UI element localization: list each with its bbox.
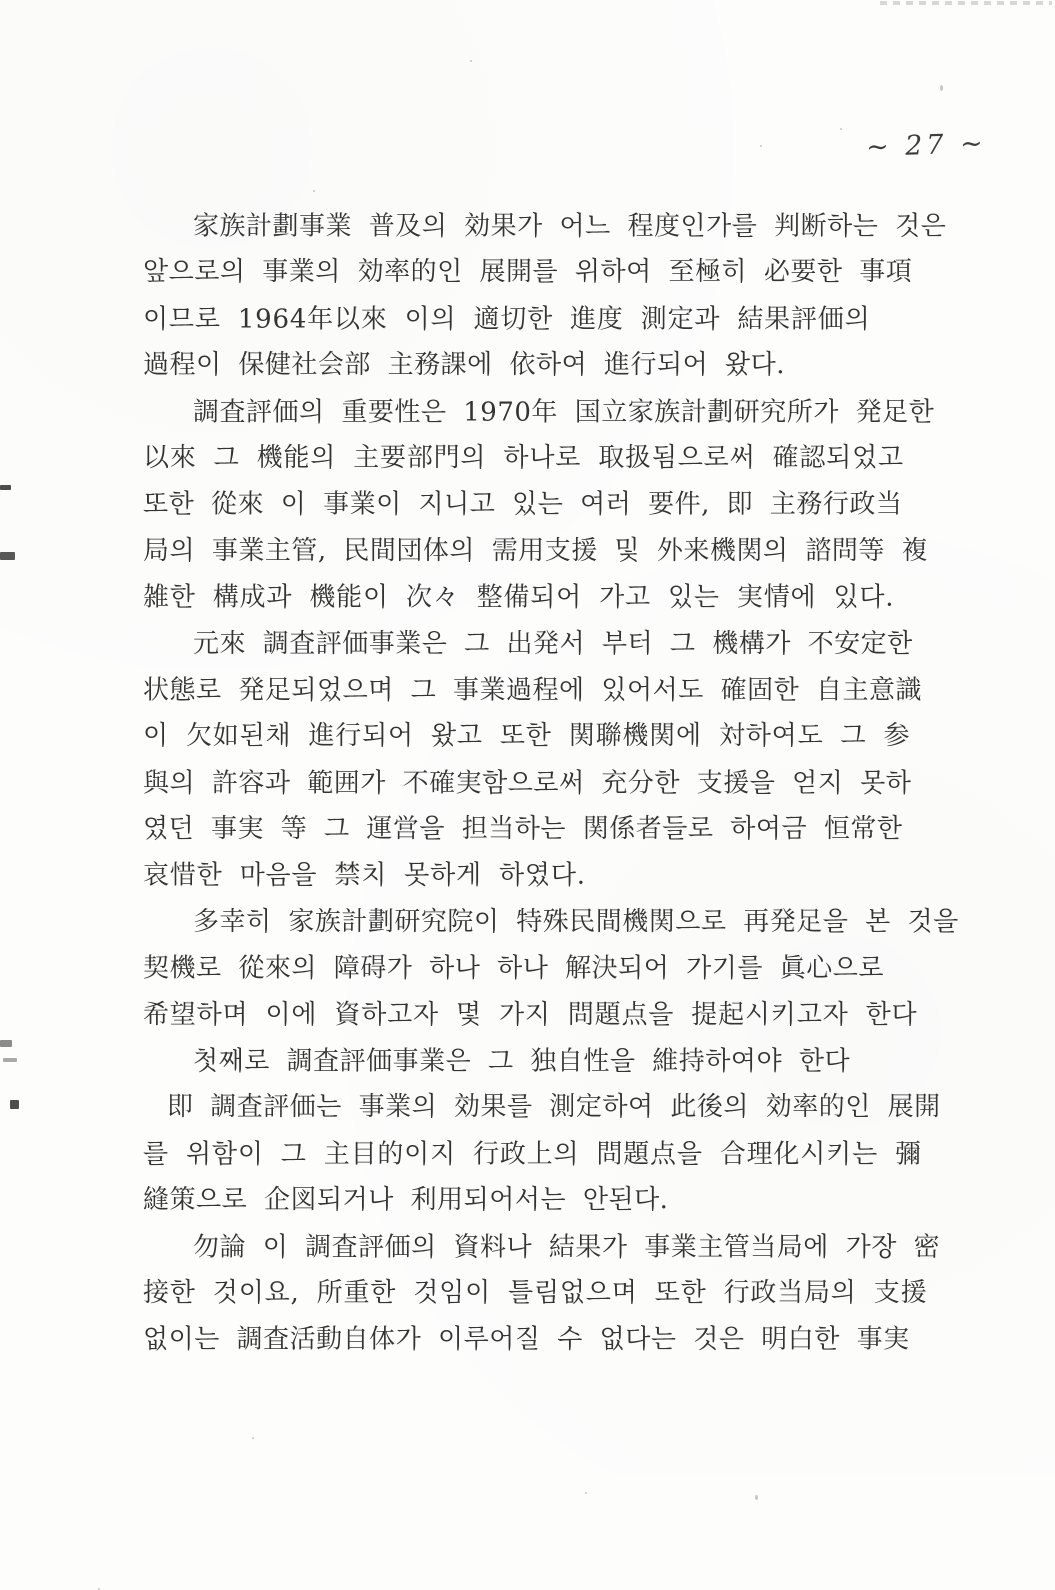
text-line: 接한 것이요, 所重한 것임이 틀림없으며 또한 行政当局의 支援 xyxy=(143,1277,928,1308)
text-line: 였던 事実 等 그 運営을 担当하는 関係者들로 하여금 恒常한 xyxy=(143,814,903,845)
text-line: 過程이 保健社会部 主務課에 依하여 進行되어 왔다. xyxy=(143,350,786,381)
scan-speck xyxy=(470,60,472,62)
text-line: 이 欠如된채 進行되어 왔고 또한 関聯機関에 対하여도 그 参 xyxy=(143,721,911,752)
scan-speck xyxy=(313,190,315,192)
text-line: 이므로 1964年以來 이의 適切한 進度 測定과 結果評価의 xyxy=(143,304,871,335)
text-line: 家族計劃事業 普及의 効果가 어느 程度인가를 判断하는 것은 xyxy=(193,211,947,242)
scan-speck xyxy=(252,1437,254,1439)
text-line: 與의 許容과 範囲가 不確実함으로써 充分한 支援을 얻지 못하 xyxy=(143,768,912,799)
text-line: 또한 從來 이 事業이 지니고 있는 여러 要件, 即 主務行政当 xyxy=(143,489,903,520)
text-line: 縫策으로 企図되거나 利用되어서는 안된다. xyxy=(143,1185,669,1216)
text-line: 契機로 從來의 障碍가 하나 하나 解決되어 가기를 眞心으로 xyxy=(143,953,884,984)
text-line: 即 調査評価는 事業의 効果를 測定하여 此後의 効率的인 展開 xyxy=(167,1092,941,1123)
scan-speck xyxy=(940,85,943,91)
text-line: 局의 事業主管, 民間団体의 需用支援 및 外来機関의 諮問等 複 xyxy=(143,535,929,566)
text-line: 첫째로 調査評価事業은 그 独自性을 維持하여야 한다 xyxy=(193,1046,851,1077)
scan-speck xyxy=(840,128,842,130)
text-line: 없이는 調査活動自体가 이루어질 수 없다는 것은 明白한 事実 xyxy=(143,1324,910,1355)
text-line: 哀惜한 마음을 禁치 못하게 하였다. xyxy=(143,860,586,891)
scan-speck xyxy=(760,145,762,147)
scan-smudge xyxy=(0,485,11,490)
text-line: 를 위함이 그 主目的이지 行政上의 問題点을 合理化시키는 彌 xyxy=(143,1139,922,1170)
text-line: 調査評価의 重要性은 1970年 国立家族計劃研究所가 発足한 xyxy=(193,397,935,428)
page-number: ~ 27 ~ xyxy=(865,127,988,164)
text-line: 앞으로의 事業의 効率的인 展開를 위하여 至極히 必要한 事項 xyxy=(143,257,913,288)
scan-smudge xyxy=(10,1100,19,1109)
scan-smudge xyxy=(3,1058,17,1062)
text-line: 状態로 発足되었으며 그 事業過程에 있어서도 確固한 自主意識 xyxy=(143,675,922,706)
text-line: 元來 調査評価事業은 그 出発서 부터 그 機構가 不安定한 xyxy=(193,628,913,659)
scan-smudge xyxy=(0,1040,12,1047)
scan-smudge xyxy=(0,552,15,560)
text-line: 以來 그 機能의 主要部門의 하나로 取扱됨으로써 確認되었고 xyxy=(143,442,904,473)
scan-speck xyxy=(585,1492,587,1494)
document-body xyxy=(143,203,959,1363)
text-line: 雑한 構成과 機能이 次々 整備되어 가고 있는 実情에 있다. xyxy=(143,582,895,613)
scan-edge-artifact xyxy=(880,1,1052,5)
text-line: 多幸히 家族計劃研究院이 特殊民間機関으로 再発足을 본 것을 xyxy=(193,906,959,937)
text-line: 勿論 이 調査評価의 資料나 結果가 事業主管当局에 가장 密 xyxy=(193,1232,941,1263)
text-line: 希望하며 이에 資하고자 몇 가지 問題点을 提起시키고자 한다 xyxy=(143,999,918,1030)
scan-speck xyxy=(755,1495,758,1500)
